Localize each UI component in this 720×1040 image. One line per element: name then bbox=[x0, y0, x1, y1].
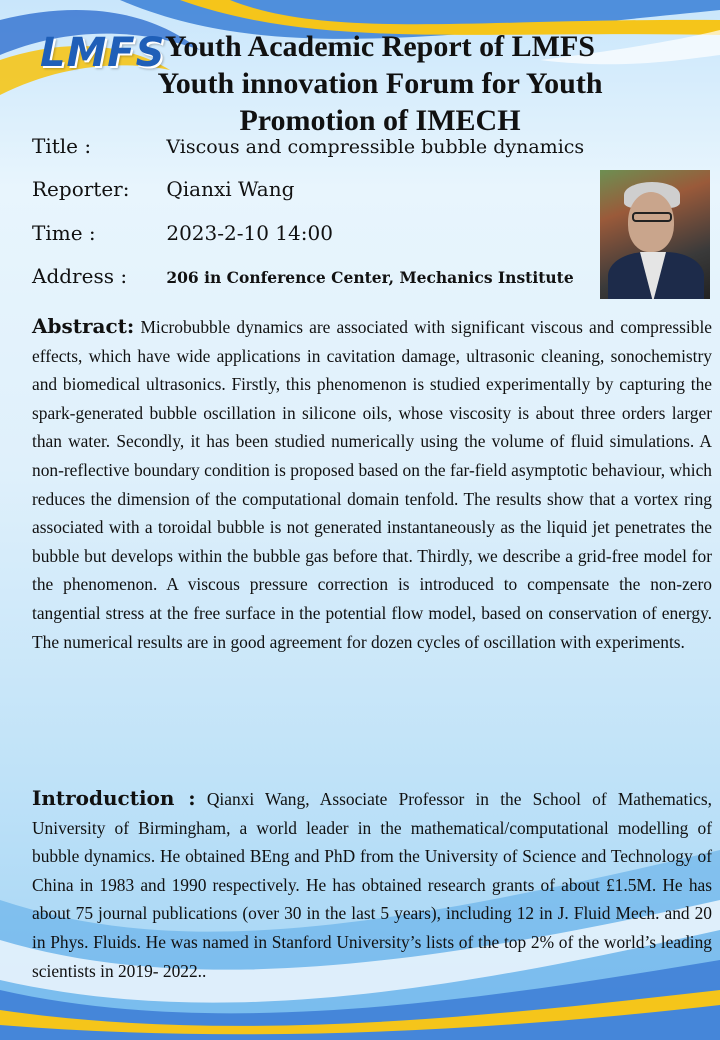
time-label: Time : bbox=[32, 221, 96, 245]
time-row bbox=[32, 221, 333, 245]
address-row bbox=[32, 264, 574, 288]
abstract-text: Microbubble dynamics are associated with significant viscous and compressible effects, which have wide applications in cavitation damage, ultrasonic cleaning, sonochemistry and biomedical ultrasonics. Firstly, this phenomenon is studied experimentally by capturing the spark-generated bubble oscillation in silicone oils, whose viscosity is about three orders larger than water. Secondly, it has been studied numerically using the volume of fluid simulations. A non-reflective boundary condition is proposed based on the far-field asymptotic behaviour, which reduces the dimension of the computational domain tenfold. The results show that a vortex ring associated with a toroidal bubble is not generated instantaneously as the liquid jet penetrates the bubble but develops within the bubble gas before that. Thirdly, we describe a grid-free model for the phenomenon. A viscous pressure correction is introduced to compensate the non-zero tangential stress at the free surface in the potential flow model, based on conservation of energy. The numerical results are in good agreement for dozen cycles of oscillation with experiments. bbox=[32, 317, 712, 652]
title-value: Viscous and compressible bubble dynamics bbox=[166, 136, 585, 158]
abstract-label: Abstract: bbox=[32, 314, 135, 338]
reporter-row bbox=[32, 177, 294, 201]
page-header bbox=[100, 28, 660, 139]
reporter-label: Reporter: bbox=[32, 177, 130, 201]
title-label: Title : bbox=[32, 134, 92, 158]
address-value: 206 in Conference Center, Mechanics Institute bbox=[166, 268, 574, 287]
address-label: Address : bbox=[32, 264, 128, 288]
introduction-text: Qianxi Wang, Associate Professor in the School of Mathematics, University of Birmingham, a world leader in the mathematical/computational modelling of bubble dynamics. He obtained BEng and PhD from the University of Science and Technology of China in 1983 and 1990 respectively. He has obtained research grants of about £1.5M. He has about 75 journal publications (over 30 in the last 5 years), including 12 in J. Fluid Mech. and 20 in Phys. Fluids. He was named in Stanford University’s lists of the top 2% of the world’s leading scientists in 2019- 2022.. bbox=[32, 789, 712, 981]
lmfs-logo: LMFS bbox=[40, 30, 166, 76]
speaker-portrait-icon bbox=[600, 170, 710, 299]
reporter-value: Qianxi Wang bbox=[166, 177, 295, 201]
introduction-label: Introduction : bbox=[32, 786, 196, 810]
title-row bbox=[32, 134, 584, 158]
time-value: 2023-2-10 14:00 bbox=[166, 221, 333, 245]
header-line-2: Youth innovation Forum for Youth bbox=[157, 67, 603, 100]
abstract-section bbox=[32, 312, 712, 656]
introduction-section bbox=[32, 784, 712, 985]
header-line-1: Youth Academic Report of LMFS bbox=[165, 30, 595, 63]
header-line-3: Promotion of IMECH bbox=[239, 104, 521, 137]
